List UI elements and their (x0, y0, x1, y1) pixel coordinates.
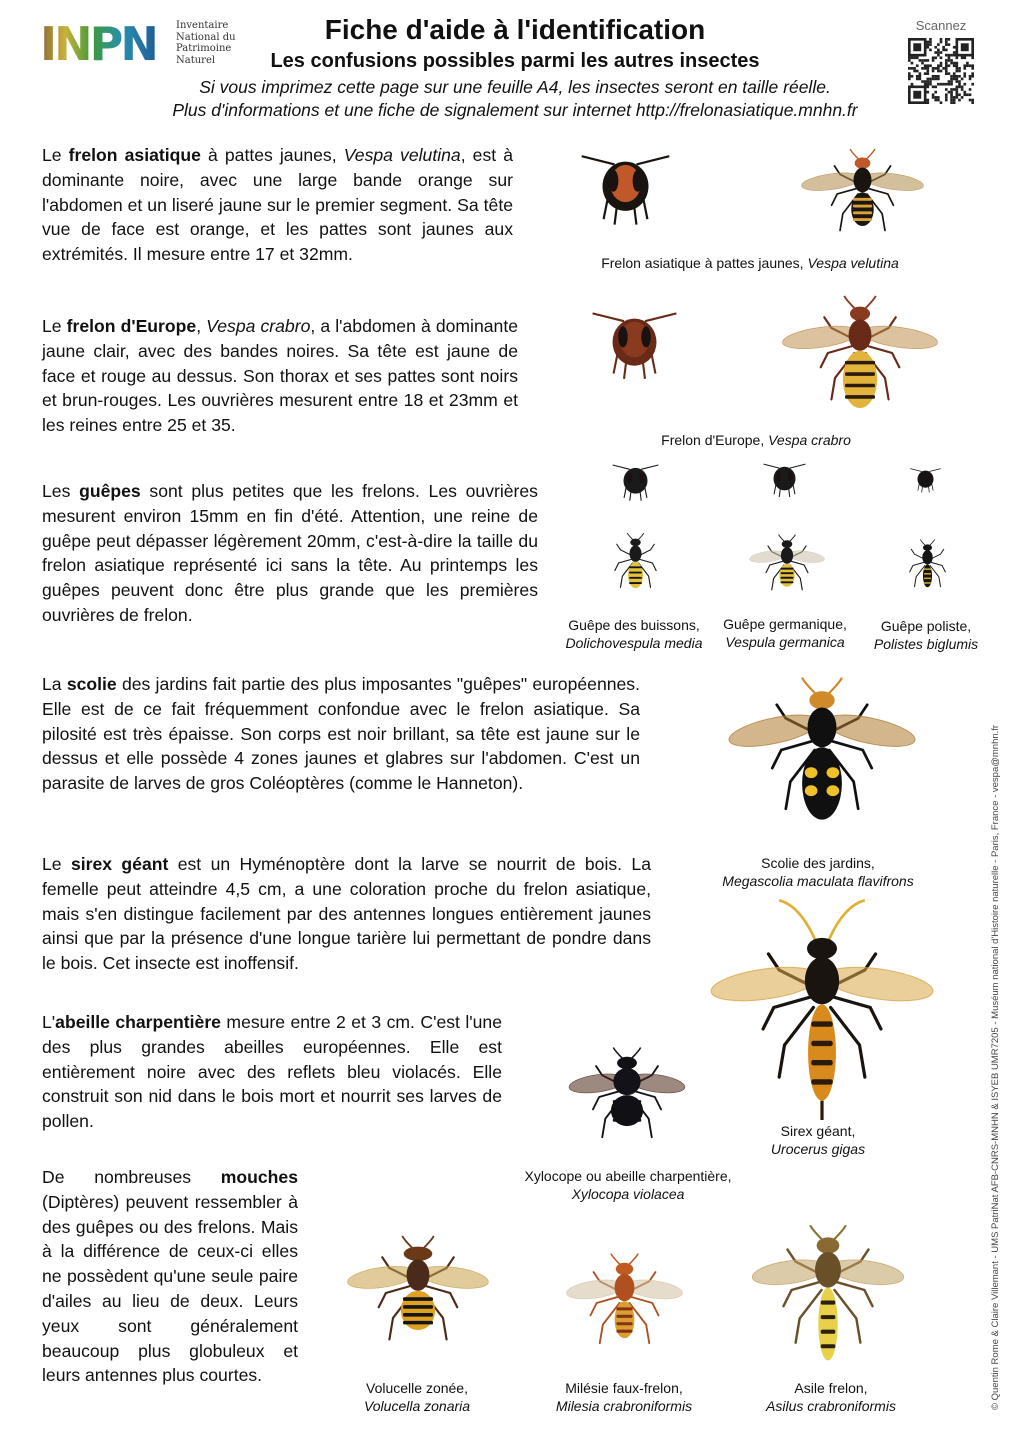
text-run: (Diptères) peuvent ressembler à des guêpes ou des frelons. Mais à la différence de ceux-ci elles ne possèdent qu'une seule paire d'ailes au lieu de deux. Leurs yeux sont généralement beaucoup plus globuleux et leurs antennes plus courtes. (42, 1191, 298, 1386)
caption-vespa-velutina (601, 254, 899, 272)
caption-latin: Asilus crabroniformis (766, 1398, 896, 1414)
caption-common: Scolie des jardins, (761, 855, 875, 871)
caption-asile (766, 1379, 896, 1415)
text-run: Le (42, 316, 67, 336)
website-note: Plus d'informations et une fiche de signalement sur internet http://frelonasiatique.mnhn.fr (172, 100, 858, 120)
caption-scolie (722, 854, 913, 890)
paragraph-sirex (42, 852, 651, 976)
caption-latin: Polistes biglumis (873, 636, 979, 652)
caption-common: Volucelle zonée, (366, 1380, 468, 1396)
text-run: à pattes jaunes, (200, 145, 344, 165)
bold-term: frelon asiatique (68, 145, 201, 165)
caption-polistes (874, 617, 978, 653)
caption-common: Xylocope ou abeille charpentière, (524, 1168, 732, 1184)
scan-label: Scannez (915, 18, 967, 33)
bold-term: frelon d'Europe (66, 316, 197, 336)
paragraph-scolie (42, 672, 640, 796)
bold-term: guêpes (79, 481, 141, 501)
caption-volucelle (364, 1379, 470, 1415)
caption-latin: Urocerus gigas (770, 1141, 866, 1157)
latin-name: Vespa crabro (206, 316, 311, 336)
caption-common: Sirex géant, (780, 1123, 856, 1139)
text-run: , (196, 316, 207, 336)
page-subtitle: Les confusions possibles parmi les autres insectes (270, 50, 760, 72)
page-title: Fiche d'aide à l'identification (324, 14, 706, 45)
bold-term: sirex géant (70, 854, 169, 874)
caption-common: Guêpe des buissons, (568, 617, 700, 633)
caption-common: Guêpe poliste, (880, 618, 972, 634)
insect-photo-milesie-dorsal (542, 1238, 707, 1368)
caption-latin: Xylocopa violacea (571, 1186, 685, 1202)
insect-photo-velutina-dorsal (755, 135, 970, 253)
insect-photo-scolie-dorsal (672, 655, 972, 845)
paragraph-guepes (42, 479, 538, 628)
insect-photo-dolichovespula-dorsal (598, 518, 673, 608)
caption-latin: Milesia crabroniformis (555, 1398, 693, 1414)
logo-line: Inventaire (176, 20, 229, 31)
caption-sirex (771, 1122, 865, 1158)
caption-common: Frelon d'Europe, (661, 432, 769, 448)
bold-term: scolie (66, 674, 117, 694)
caption-milesie (556, 1379, 692, 1415)
print-note: Si vous imprimez cette page sur une feuille A4, les insectes seront en taille réelle. (199, 77, 831, 97)
text-run: mesure entre 2 et 3 cm. C'est l'une des plus grandes abeilles européennes. Elle est entièrement noire avec des reflets bleu violacés. Elle construit son nid dans le bois mort et nourrit ses larves de pollen. (42, 1012, 502, 1132)
text-run: Le (42, 854, 71, 874)
logo-letters: INPN (40, 17, 156, 71)
insect-photo-polistes-face (898, 462, 953, 502)
caption-vespula (723, 615, 847, 651)
caption-latin: Dolichovespula media (565, 635, 703, 651)
insect-photo-volucelle-dorsal (318, 1218, 518, 1368)
caption-latin: Vespa crabro (768, 432, 851, 448)
caption-latin: Vespula germanica (725, 634, 845, 650)
paragraph-mouches (42, 1165, 298, 1388)
insect-photo-crabro-dorsal (740, 278, 980, 428)
qr-code[interactable] (908, 38, 974, 104)
insect-photo-vespula-face (752, 455, 817, 510)
latin-name: Vespa velutina (343, 145, 461, 165)
insect-photo-dolichovespula-face (603, 455, 668, 515)
text-run: L' (42, 1012, 56, 1032)
logo-line: Naturel (176, 54, 216, 66)
insect-photo-asile-dorsal (728, 1205, 928, 1375)
caption-common: Milésie faux-frelon, (565, 1380, 683, 1396)
caption-common: Guêpe germanique, (723, 616, 847, 632)
paragraph-frelon-europe (42, 314, 518, 438)
text-run: La (42, 674, 67, 694)
insect-photo-crabro-face (557, 295, 712, 405)
paragraph-frelon-asiatique (42, 143, 513, 267)
caption-latin: Volucella zonaria (363, 1398, 471, 1414)
text-run: , a l'abdomen à dominante jaune clair, avec des bandes noires. Sa tête est jaune de face et rouge au dessus. Son thorax et ses pattes sont noirs et brun-rouges. Les ouvrières mesurent entre 18 et 23mm et les reines entre 25 et 35. (42, 316, 518, 436)
text-run: est un Hyménoptère dont la larve se nourrit de bois. La femelle peut atteindre 4,5 cm, a une coloration proche du frelon asiatique, mais s'en distingue facilement par des antennes longues entièrement jaunes ainsi que par la présence d'une longue tarière lui permettant de pondre dans le bois. Cet insecte est inoffensif. (42, 854, 651, 974)
text-run: Le (42, 145, 69, 165)
text-run: des jardins fait partie des plus imposantes "guêpes" européennes. Elle est de ce fait fréquemment confondue avec le frelon asiatique. Sa pilosité est très épaisse. Son corps est noir brillant, sa tête est jaune sur le dessus et elle possède 4 zones jaunes et glabres sur l'abdomen. C'est un parasite de larves de gros Coléoptères (comme le Hanneton). (42, 674, 640, 794)
bold-term: abeille charpentière (55, 1012, 221, 1032)
logo-line: Patrimoine (176, 43, 232, 54)
paragraph-abeille-charpentiere (42, 1010, 502, 1134)
logo-line: National du (176, 31, 236, 43)
text-run: sont plus petites que les frelons. Les ouvrières mesurent environ 15mm en fin d'été. Attention, une reine de guêpe peut dépasser légèrement 20mm, c'est-à-dire la taille du frelon asiatique représenté ici sans la tête. Au printemps les guêpes peuvent donc être plus grande que les premières ouvrières de frelon. (42, 481, 538, 625)
text-run: De nombreuses (42, 1167, 221, 1187)
insect-photo-xylocope-dorsal (512, 1032, 742, 1162)
caption-dolichovespula (566, 616, 703, 652)
caption-latin: Vespa velutina (807, 255, 899, 271)
text-run: , est à dominante noire, avec une large bande orange sur l'abdomen et un liseré jaune sur le premier segment. Sa tête vue de face est orange, et les pattes sont jaunes aux extrémités. Il mesure entre 17 et 32mm. (42, 145, 514, 265)
caption-latin: Megascolia maculata flavifrons (722, 873, 914, 889)
caption-common: Asile frelon, (794, 1380, 868, 1396)
caption-xylocope (524, 1167, 731, 1203)
text-run: Les (42, 481, 80, 501)
caption-vespa-crabro (661, 431, 851, 449)
insect-photo-polistes-dorsal (895, 518, 960, 613)
photo-credit: © Quentin Rome & Claire Villemant - UMS PatriNat AFB-CNRS-MNHN & ISYEB UMR7205 - Muséum national d'Histoire naturelle - Paris, France - vespa@mnhn.fr (990, 724, 1001, 1410)
insect-photo-vespula-dorsal (722, 525, 852, 605)
insect-photo-velutina-face (553, 137, 698, 252)
caption-common: Frelon asiatique à pattes jaunes, (601, 255, 808, 271)
bold-term: mouches (220, 1167, 298, 1187)
